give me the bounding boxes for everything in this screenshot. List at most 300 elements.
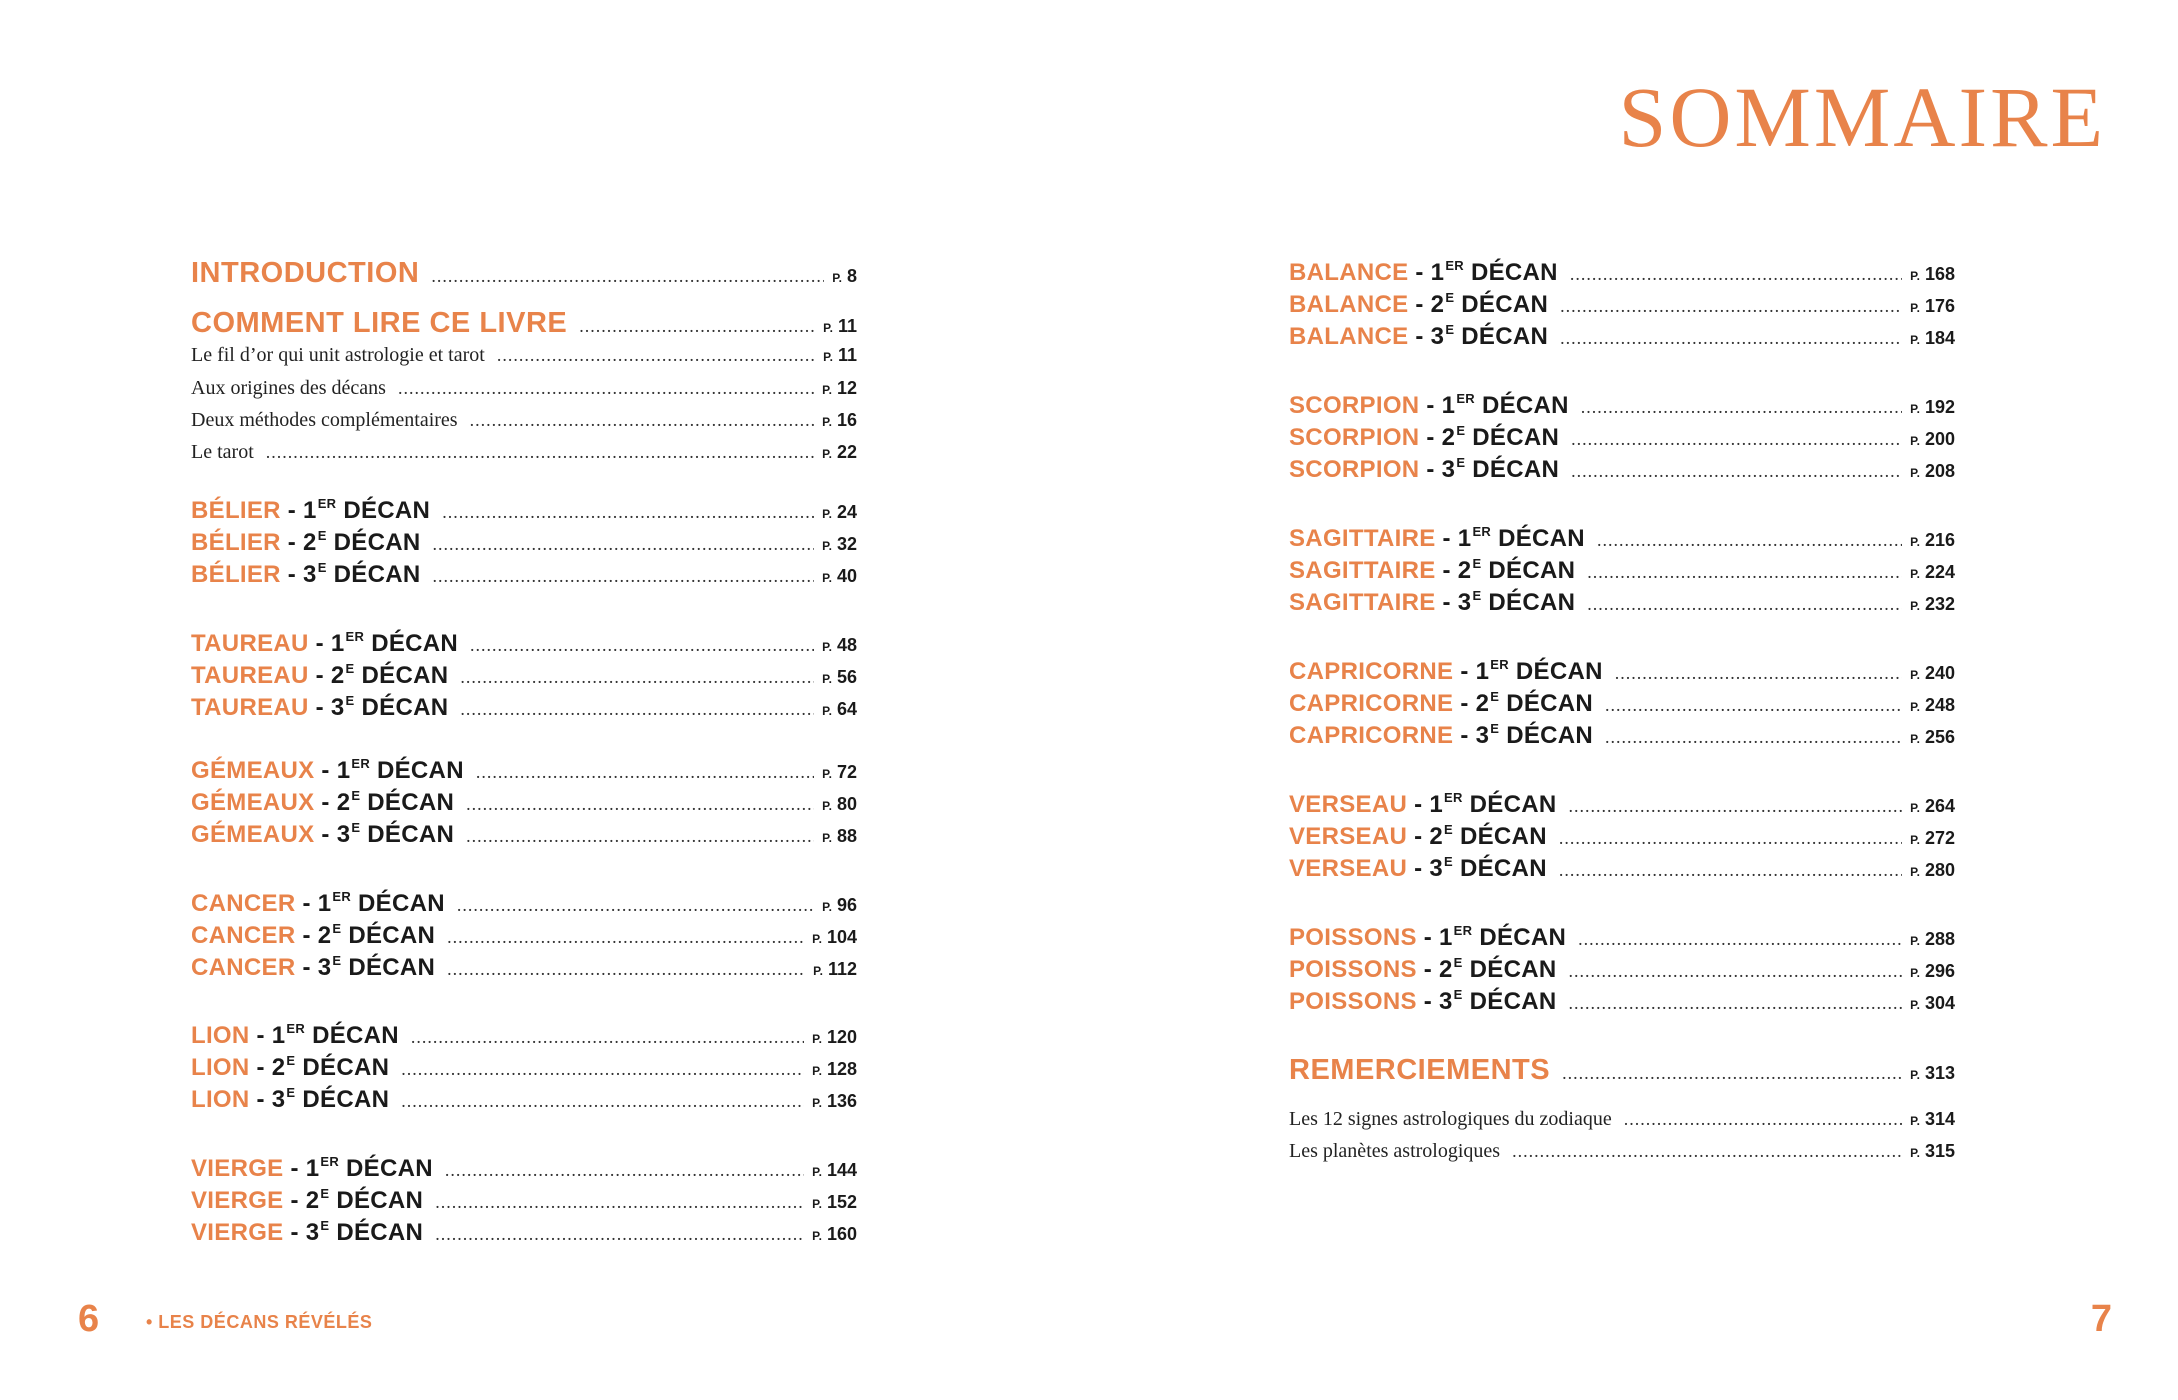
decan-number: [1442, 424, 1466, 451]
page-number: 88: [836, 826, 857, 846]
decan-word: DÉCAN: [333, 561, 421, 588]
toc-entry-label: [1289, 259, 1558, 287]
page-prefix: P.: [822, 831, 832, 845]
toc-entry: [1289, 323, 1955, 351]
page-number: 272: [1924, 828, 1955, 848]
page-number: 314: [1924, 1109, 1955, 1129]
dot-leader: [1512, 1141, 1902, 1162]
dot-leader: [1568, 993, 1902, 1014]
dash: -: [290, 1219, 299, 1246]
decan-ordinal-suffix: ER: [1444, 790, 1463, 805]
page-number: 152: [826, 1192, 857, 1212]
dot-leader: [1571, 461, 1902, 482]
toc-entry-label: [1289, 791, 1557, 819]
decan-ordinal: 1: [1429, 791, 1444, 818]
decan-word: DÉCAN: [348, 922, 436, 949]
sign-name: VIERGE: [191, 1155, 284, 1182]
page-number: 240: [1924, 663, 1955, 683]
sign-name: POISSONS: [1289, 924, 1417, 951]
dot-leader: [447, 959, 805, 980]
page-reference: [822, 794, 857, 815]
page-prefix: P.: [1910, 567, 1920, 581]
page-prefix: P.: [1910, 1114, 1920, 1128]
toc-entry-label: [191, 757, 464, 785]
decan-word: DÉCAN: [367, 789, 455, 816]
page-number: 200: [1924, 429, 1955, 449]
toc-entry-label: [191, 1054, 389, 1082]
toc-entry-label: [1289, 456, 1559, 484]
toc-entry-label: [191, 1086, 389, 1114]
toc-entry-label: [191, 1219, 423, 1247]
decan-ordinal: 1: [1441, 392, 1456, 419]
decan-ordinal-suffix: E: [345, 693, 355, 708]
decan-number: [1439, 988, 1463, 1015]
decan-ordinal-suffix: E: [351, 820, 361, 835]
page-prefix: P.: [822, 447, 832, 461]
toc-entry: [1289, 424, 1955, 452]
toc-entry-label: Les 12 signes astrologiques du zodiaque: [1289, 1108, 1612, 1130]
page-reference: [1910, 397, 1955, 418]
dash: -: [1426, 424, 1435, 451]
dot-leader: [431, 266, 824, 287]
decan-ordinal-suffix: ER: [286, 1021, 306, 1036]
decan-ordinal-suffix: ER: [1456, 391, 1475, 406]
decan-ordinal: 2: [1441, 424, 1456, 451]
page-number: 264: [1924, 796, 1955, 816]
page-reference: [822, 762, 857, 783]
decan-ordinal-suffix: E: [1445, 290, 1455, 305]
toc-entry: [1289, 956, 1955, 984]
page-number: 16: [836, 410, 857, 430]
decan-word: DÉCAN: [333, 529, 421, 556]
dot-leader: [466, 826, 814, 847]
sign-name: CAPRICORNE: [1289, 658, 1454, 685]
decan-number: [306, 1155, 339, 1182]
toc-entry: [191, 1155, 857, 1183]
dash: -: [1414, 855, 1423, 882]
toc-entry: [191, 307, 857, 340]
toc-entry: [1289, 291, 1955, 319]
decan-ordinal: 3: [336, 821, 351, 848]
page-number: 24: [836, 502, 857, 522]
dash: -: [1460, 658, 1469, 685]
decan-ordinal-suffix: E: [1444, 822, 1454, 837]
decan-number: [1429, 855, 1453, 882]
decan-number: [306, 1187, 330, 1214]
sign-name: GÉMEAUX: [191, 789, 315, 816]
sign-name: GÉMEAUX: [191, 757, 315, 784]
dot-leader: [435, 1192, 804, 1213]
decan-number: [303, 529, 327, 556]
decan-number: [1458, 557, 1482, 584]
page-title: SOMMAIRE: [1618, 69, 2106, 165]
page-prefix: P.: [812, 932, 822, 946]
decan-ordinal: 3: [305, 1219, 320, 1246]
page-reference: [812, 1192, 857, 1213]
toc-entry-label: Le fil d’or qui unit astrologie et tarot: [191, 344, 485, 366]
toc-entry-label: [1289, 690, 1593, 718]
page-reference: [1910, 1109, 1955, 1130]
page-number: 11: [837, 316, 857, 336]
decan-number: [331, 694, 355, 721]
toc-entry-label: [191, 694, 448, 722]
decan-ordinal: 2: [303, 529, 317, 556]
page-number: 64: [836, 699, 857, 719]
page-prefix: P.: [1910, 865, 1920, 879]
dash: -: [290, 1155, 299, 1182]
decan-number: [337, 757, 370, 784]
toc-entry: [191, 529, 857, 557]
page-number: 104: [826, 927, 857, 947]
decan-ordinal: 3: [1457, 589, 1472, 616]
toc-entry-label: [1289, 392, 1569, 420]
sign-name: SAGITTAIRE: [1289, 525, 1436, 552]
page-number: 32: [836, 534, 857, 554]
decan-ordinal-suffix: E: [286, 1085, 296, 1100]
decan-ordinal: 1: [305, 1155, 320, 1182]
decan-number: [318, 890, 351, 917]
decan-number: [1476, 690, 1500, 717]
toc-entry-label: [191, 529, 421, 557]
dash: -: [256, 1022, 265, 1049]
toc-entry: [191, 1219, 857, 1247]
page-reference: [822, 895, 857, 916]
dash: -: [1442, 557, 1451, 584]
page-prefix: P.: [822, 571, 832, 585]
page-reference: [1910, 264, 1955, 285]
decan-ordinal: 1: [1430, 259, 1445, 286]
page-prefix: P.: [1910, 801, 1920, 815]
toc-entry: [191, 344, 857, 367]
decan-word: DÉCAN: [1459, 855, 1547, 882]
page-reference: [1910, 328, 1955, 349]
page-reference: [822, 378, 857, 399]
dash: -: [290, 1187, 299, 1214]
decan-word: DÉCAN: [376, 757, 464, 784]
page-reference: [1910, 695, 1955, 716]
dash: -: [287, 497, 297, 524]
page-reference: [1910, 796, 1955, 817]
dash: -: [1426, 392, 1435, 419]
toc-entry: [191, 497, 857, 525]
toc-entry: [191, 1086, 857, 1114]
decan-ordinal-suffix: E: [351, 788, 361, 803]
toc-entry: [191, 1022, 857, 1050]
toc-entry: [1289, 589, 1955, 617]
decan-number: [331, 630, 364, 657]
toc-entry: [1289, 658, 1955, 686]
page-reference: [1910, 828, 1955, 849]
sign-name: SAGITTAIRE: [1289, 589, 1436, 616]
decan-ordinal: 3: [1429, 855, 1444, 882]
decan-ordinal: 3: [303, 561, 317, 588]
decan-ordinal: 1: [303, 497, 317, 524]
toc-entry: [1289, 1108, 1955, 1131]
dot-leader: [1597, 530, 1902, 551]
dot-leader: [401, 1091, 804, 1112]
dot-leader: [266, 442, 814, 463]
decan-ordinal: 2: [1475, 690, 1490, 717]
decan-number: [272, 1054, 296, 1081]
decan-ordinal: 2: [330, 662, 345, 689]
page-reference: [1910, 663, 1955, 684]
page-number: 112: [827, 959, 857, 979]
decan-ordinal: 3: [1475, 722, 1490, 749]
page-reference: [822, 410, 857, 431]
dot-leader: [1578, 929, 1902, 950]
toc-entry: [191, 890, 857, 918]
toc-entry-label: [191, 630, 458, 658]
decan-ordinal-suffix: E: [332, 953, 342, 968]
decan-ordinal: 3: [330, 694, 345, 721]
toc-entry-label: REMERCIEMENTS: [1289, 1054, 1551, 1086]
page-number: 11: [837, 345, 857, 365]
toc-entry: [191, 561, 857, 589]
sign-name: VIERGE: [191, 1187, 284, 1214]
toc-entry: [191, 694, 857, 722]
decan-word: DÉCAN: [361, 694, 449, 721]
dot-leader: [460, 699, 814, 720]
toc-entry-label: [1289, 291, 1548, 319]
page-prefix: P.: [1910, 668, 1920, 682]
decan-ordinal-suffix: E: [320, 1186, 330, 1201]
decan-number: [1439, 956, 1463, 983]
page-reference: [1910, 929, 1955, 950]
toc-entry-label: [191, 662, 448, 690]
decan-ordinal: 3: [1441, 456, 1456, 483]
page-number: 280: [1924, 860, 1955, 880]
sign-name: SCORPION: [1289, 392, 1420, 419]
decan-word: DÉCAN: [1461, 291, 1549, 318]
decan-word: DÉCAN: [1488, 557, 1576, 584]
page-reference: [812, 1091, 857, 1112]
sign-name: BALANCE: [1289, 323, 1409, 350]
dot-leader: [497, 345, 815, 366]
dot-leader: [1587, 594, 1902, 615]
page-number: 256: [1924, 727, 1955, 747]
dash: -: [256, 1054, 265, 1081]
decan-ordinal-suffix: E: [320, 1218, 330, 1233]
decan-number: [272, 1086, 296, 1113]
dot-leader: [1560, 328, 1902, 349]
decan-number: [1458, 589, 1482, 616]
page-prefix: P.: [822, 799, 832, 813]
sign-name: POISSONS: [1289, 956, 1417, 983]
page-prefix: P.: [1910, 269, 1920, 283]
page-number: 40: [836, 566, 857, 586]
page-reference: [1910, 1063, 1955, 1084]
decan-ordinal-suffix: E: [1453, 955, 1463, 970]
toc-entry-label: [1289, 557, 1575, 585]
page-prefix: P.: [1910, 934, 1920, 948]
decan-ordinal: 2: [317, 922, 332, 949]
decan-ordinal-suffix: ER: [332, 889, 352, 904]
dot-leader: [411, 1027, 804, 1048]
sign-name: CANCER: [191, 890, 296, 917]
dash: -: [1442, 589, 1451, 616]
page-reference: [1910, 860, 1955, 881]
decan-ordinal-suffix: ER: [1490, 657, 1509, 672]
decan-word: DÉCAN: [361, 662, 449, 689]
decan-ordinal: 1: [271, 1022, 286, 1049]
dash: -: [302, 922, 311, 949]
page-number: 8: [846, 266, 857, 286]
dash: -: [1423, 924, 1433, 951]
dot-leader: [433, 566, 815, 587]
sign-name: LION: [191, 1054, 250, 1081]
page-prefix: P.: [812, 1165, 822, 1179]
decan-number: [331, 662, 355, 689]
decan-word: DÉCAN: [312, 1022, 399, 1049]
toc-entry: [1289, 988, 1955, 1016]
dash: -: [321, 757, 330, 784]
decan-ordinal: 3: [271, 1086, 286, 1113]
dot-leader: [460, 667, 814, 688]
decan-ordinal: 2: [1430, 291, 1445, 318]
page-reference: [823, 316, 857, 337]
toc-entry: [191, 409, 857, 432]
decan-word: DÉCAN: [1506, 722, 1594, 749]
page-number: 48: [836, 635, 857, 655]
page-prefix: P.: [822, 672, 832, 686]
page-prefix: P.: [1910, 966, 1920, 980]
page-number: 120: [826, 1027, 857, 1047]
page-number: 288: [1924, 929, 1955, 949]
decan-ordinal: 1: [1475, 658, 1490, 685]
dash: -: [1460, 690, 1469, 717]
running-head: • LES DÉCANS RÉVÉLÉS: [146, 1312, 373, 1332]
page-prefix: P.: [822, 900, 832, 914]
dot-leader: [476, 762, 814, 783]
decan-ordinal-suffix: ER: [320, 1154, 340, 1169]
dot-leader: [1587, 562, 1902, 583]
dash: -: [1460, 722, 1469, 749]
dash: -: [1426, 456, 1435, 483]
dash: -: [315, 694, 324, 721]
decan-ordinal: 3: [1439, 988, 1453, 1015]
page-number: 224: [1924, 562, 1955, 582]
toc-entry-label: [191, 1022, 399, 1050]
page-reference: [812, 1160, 857, 1181]
page-reference: [1910, 429, 1955, 450]
dash: -: [1414, 791, 1423, 818]
page-prefix: P.: [823, 350, 833, 364]
toc-entry-label: Les planètes astrologiques: [1289, 1140, 1501, 1162]
dot-leader: [1605, 695, 1902, 716]
page-reference: [1910, 461, 1955, 482]
page-reference: [1910, 727, 1955, 748]
right-page-number: 7: [2090, 1298, 2112, 1340]
page-prefix: P.: [812, 1197, 822, 1211]
page-reference: [812, 1224, 857, 1245]
toc-entry-label: Deux méthodes complémentaires: [191, 409, 458, 431]
decan-ordinal: 2: [271, 1054, 286, 1081]
toc-entry-label: [191, 789, 454, 817]
page-number: 160: [826, 1224, 857, 1244]
dash: -: [321, 789, 330, 816]
page-prefix: P.: [812, 1064, 822, 1078]
page-prefix: P.: [822, 640, 832, 654]
page-prefix: P.: [822, 539, 832, 553]
decan-word: DÉCAN: [1470, 259, 1558, 286]
page-prefix: P.: [822, 415, 832, 429]
decan-ordinal-suffix: E: [317, 560, 327, 575]
page-reference: [812, 1027, 857, 1048]
decan-word: DÉCAN: [348, 954, 436, 981]
sign-name: VERSEAU: [1289, 855, 1408, 882]
decan-word: DÉCAN: [302, 1086, 390, 1113]
sign-name: CANCER: [191, 922, 296, 949]
page-reference: [812, 927, 857, 948]
sign-name: BALANCE: [1289, 291, 1409, 318]
page-number: 208: [1924, 461, 1955, 481]
dot-leader: [398, 378, 814, 399]
page-number: 72: [836, 762, 857, 782]
dash: -: [315, 630, 324, 657]
decan-number: [1476, 658, 1509, 685]
dash: -: [1415, 291, 1424, 318]
sign-name: LION: [191, 1086, 250, 1113]
page-prefix: P.: [812, 1229, 822, 1243]
toc-entry: [191, 630, 857, 658]
decan-ordinal-suffix: E: [1472, 588, 1482, 603]
decan-word: DÉCAN: [1469, 956, 1557, 983]
sign-name: BALANCE: [1289, 259, 1409, 286]
page-number: 144: [826, 1160, 857, 1180]
sign-name: TAUREAU: [191, 630, 309, 657]
toc-entry-label: Le tarot: [191, 441, 254, 463]
page-prefix: P.: [1910, 732, 1920, 746]
decan-ordinal: 1: [317, 890, 332, 917]
decan-ordinal: 2: [1457, 557, 1472, 584]
decan-ordinal-suffix: ER: [1445, 258, 1464, 273]
toc-entry-label: [191, 1187, 423, 1215]
page-number: 313: [1924, 1063, 1955, 1083]
decan-number: [306, 1219, 330, 1246]
decan-number: [1429, 791, 1462, 818]
toc-entry-label: [191, 497, 430, 525]
dash: -: [1423, 988, 1433, 1015]
toc-entry-label: [191, 821, 454, 849]
page-prefix: P.: [1910, 1068, 1920, 1082]
page-prefix: P.: [822, 704, 832, 718]
toc-entry-label: [1289, 424, 1559, 452]
decan-ordinal-suffix: ER: [1472, 524, 1492, 539]
toc-entry: [191, 954, 857, 982]
toc-entry: [191, 662, 857, 690]
dot-leader: [1581, 397, 1902, 418]
decan-ordinal: 3: [317, 954, 332, 981]
decan-word: DÉCAN: [346, 1155, 433, 1182]
page-number: 315: [1924, 1141, 1955, 1161]
dot-leader: [579, 316, 815, 337]
decan-number: [1431, 259, 1464, 286]
dot-leader: [1559, 828, 1902, 849]
toc-entry: [1289, 823, 1955, 851]
page-reference: [1910, 1141, 1955, 1162]
decan-word: DÉCAN: [1479, 924, 1567, 951]
toc-entry: [191, 1187, 857, 1215]
decan-number: [272, 1022, 305, 1049]
dash: -: [256, 1086, 265, 1113]
page-prefix: P.: [1910, 434, 1920, 448]
toc-entry-label: [1289, 658, 1603, 686]
decan-ordinal: 1: [330, 630, 345, 657]
decan-word: DÉCAN: [1481, 392, 1569, 419]
page-number: 136: [826, 1091, 857, 1111]
decan-number: [1442, 392, 1475, 419]
sign-name: POISSONS: [1289, 988, 1417, 1015]
